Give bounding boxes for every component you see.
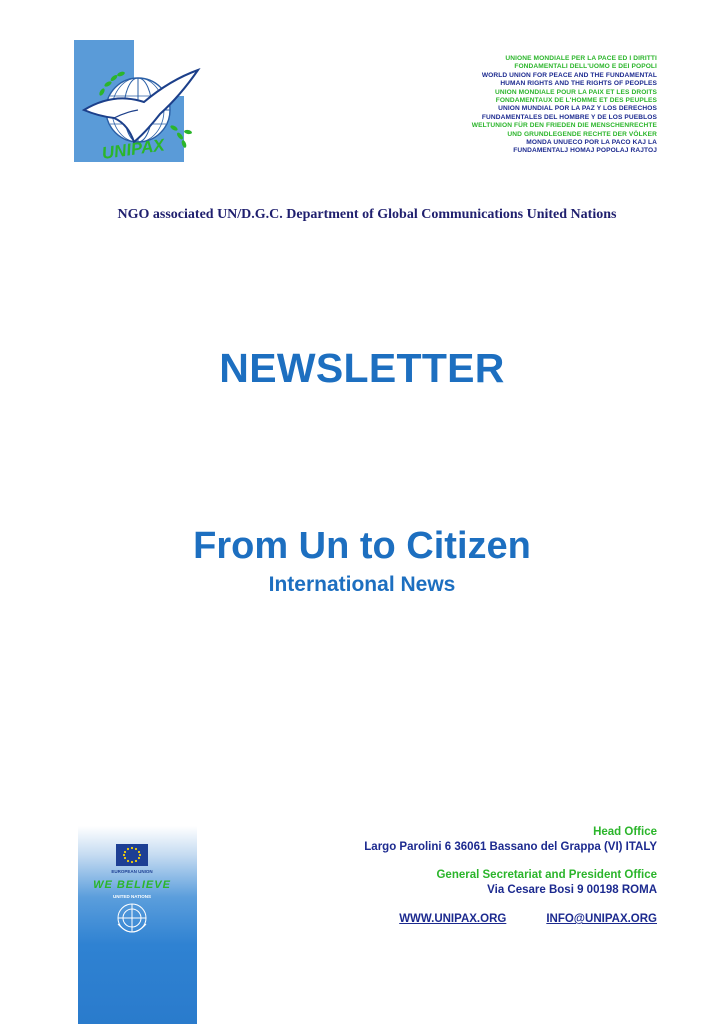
email-link[interactable]: INFO@UNIPAX.ORG xyxy=(546,913,657,925)
secretariat-label: General Secretariat and President Office xyxy=(436,869,657,881)
motto-line: UNION MONDIALE POUR LA PAIX ET LES DROITS xyxy=(495,88,657,96)
secretariat-address: Via Cesare Bosi 9 00198 ROMA xyxy=(487,884,657,896)
motto-line: FUNDAMENTALJ HOMAJ POPOLAJ RAJTOJ xyxy=(513,147,657,155)
motto-line: UNIONE MONDIALE PER LA PACE ED I DIRITTI xyxy=(505,55,657,62)
newsletter-subtitle: From Un to Citizen xyxy=(193,525,531,567)
motto-line: MONDA UNUECO POR LA PACO KAJ LA xyxy=(526,139,657,147)
we-believe-text: WE BELIEVE xyxy=(93,879,171,891)
website-link[interactable]: WWW.UNIPAX.ORG xyxy=(399,913,507,925)
ngo-affiliation: NGO associated UN/D.G.C. Department of Global Communications United Nations xyxy=(117,207,617,222)
page-title: NEWSLETTER xyxy=(219,345,505,391)
newsletter-section: International News xyxy=(268,573,456,596)
head-office-address: Largo Parolini 6 36061 Bassano del Grappa (VI) ITALY xyxy=(364,841,657,853)
motto-line: WORLD UNION FOR PEACE AND THE FUNDAMENTAL xyxy=(481,71,657,79)
we-believe-badge xyxy=(78,826,197,1024)
multilingual-motto xyxy=(397,55,657,156)
unipax-logo xyxy=(74,40,202,164)
motto-line: FONDAMENTALI DELL'UOMO E DEI POPOLI xyxy=(514,63,657,71)
eu-flag-icon xyxy=(116,844,148,866)
motto-line: WELTUNION FÜR DEN FRIEDEN DIE MENSCHENRECHTE xyxy=(471,122,657,130)
motto-line: FUNDAMENTALES DEL HOMBRE Y DE LOS PUEBLOS xyxy=(481,113,657,121)
eu-label: EUROPEAN UNION xyxy=(111,869,153,874)
logo-text: UNIPAX xyxy=(100,135,166,163)
motto-line: FONDAMENTAUX DE L'HOMME ET DES PEUPLES xyxy=(495,97,657,105)
motto-line: UNION MUNDIAL POR LA PAZ Y LOS DERECHOS xyxy=(498,105,657,113)
motto-line: UND GRUNDLEGENDE RECHTE DER VÖLKER xyxy=(507,130,657,138)
head-office-label: Head Office xyxy=(593,826,657,838)
un-label: UNITED NATIONS xyxy=(113,894,151,899)
motto-line: HUMAN RIGHTS AND THE RIGHTS OF PEOPLES xyxy=(500,80,657,88)
un-emblem-icon xyxy=(118,904,146,932)
contact-links xyxy=(257,913,657,925)
